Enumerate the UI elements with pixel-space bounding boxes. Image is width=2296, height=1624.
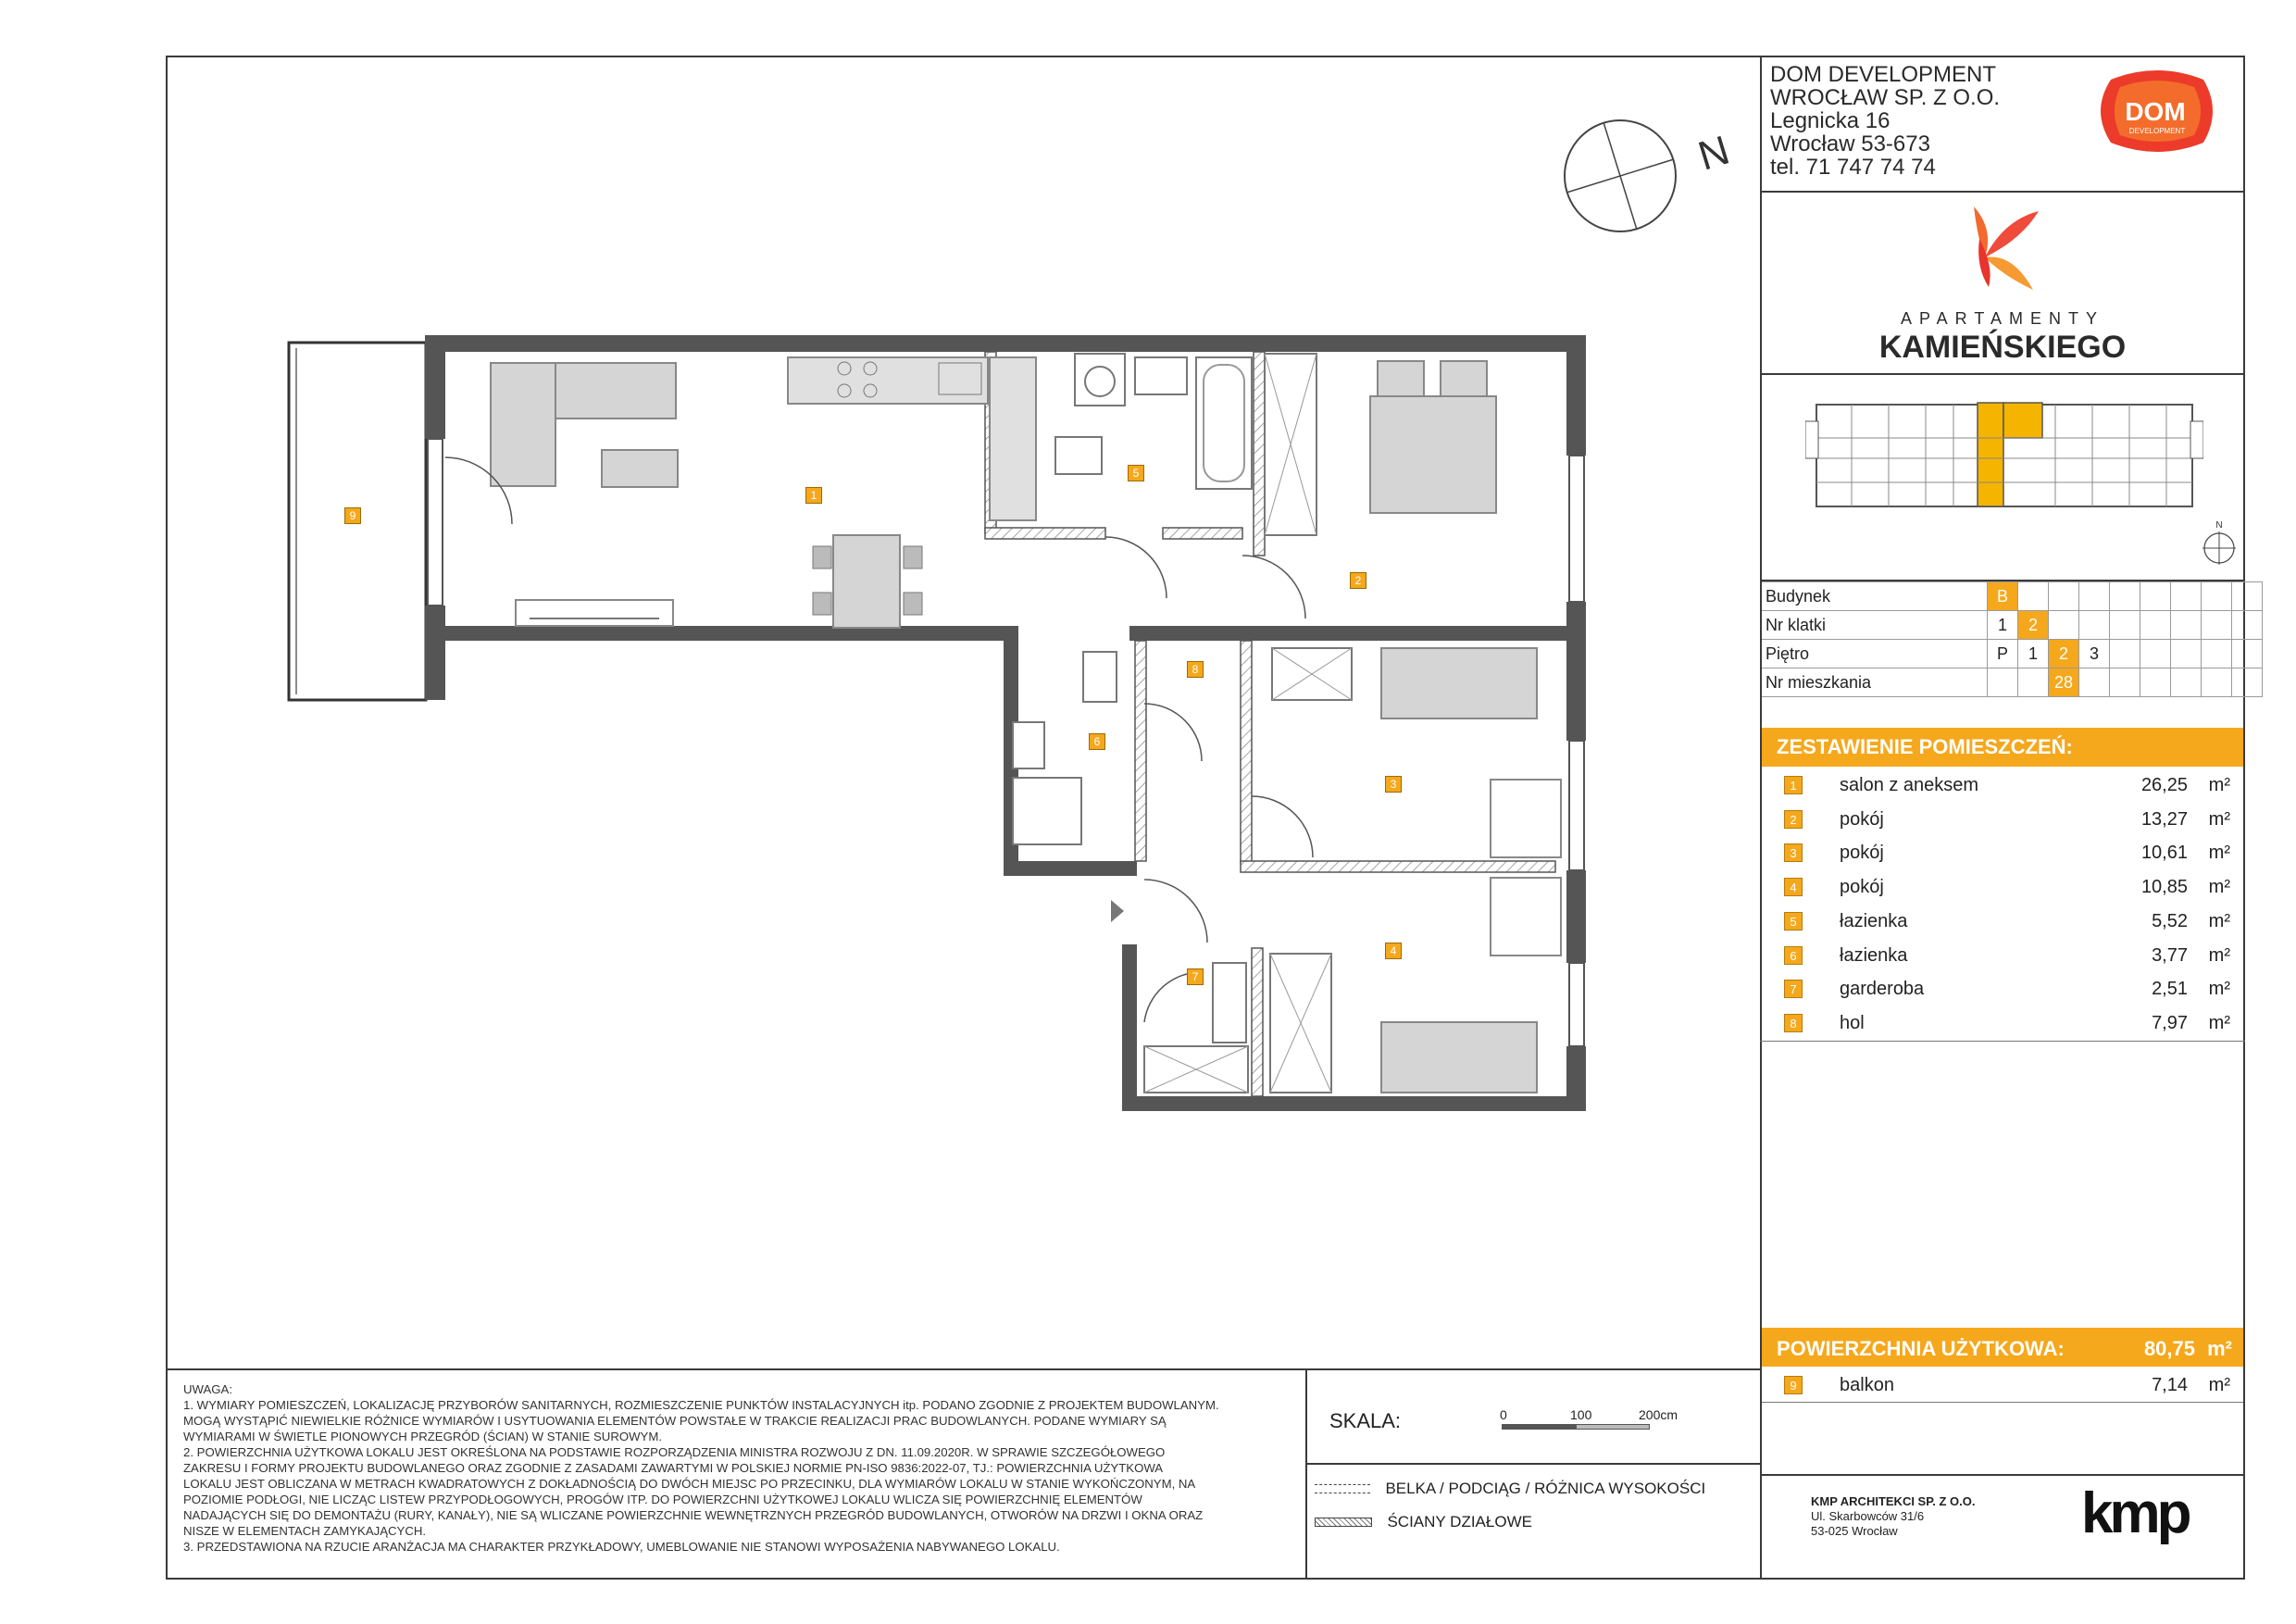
info-cell [2171,611,2202,640]
info-cell [2232,611,2263,640]
note-line: WYMIARAMI W ŚWIETLE PIONOWYCH PRZEGRÓD (ŚCIAN) W STANIE SUROWYM. [183,1430,663,1443]
balcony-name: balkon [1840,1375,1894,1395]
scale-tick-200: 200cm [1639,1407,1678,1422]
info-cell [2171,582,2202,611]
project-logo-icon [1966,202,2040,294]
key-plan [1805,394,2203,523]
info-cell [2140,668,2171,697]
info-cell [2140,640,2171,668]
note-line: 3. PRZEDSTAWIONA NA RZUCIE ARANŻACJA MA CHARAKTER PRZYKŁADOWY, UMEBLOWANIE NIE STANOWI WYPOSAŻENIA NABYWANEGO LOKALU. [183,1540,1060,1554]
info-cell [2079,611,2110,640]
room-number: 1 [1784,776,1803,794]
info-cell [2202,640,2232,668]
info-row-label: Budynek [1762,582,1988,611]
room-tag-4: 4 [1385,943,1402,959]
legend-beam-swatch [1315,1484,1370,1493]
project-title: KAMIEŃSKIEGO [1878,330,2127,365]
svg-text:N: N [1692,127,1735,180]
company-line-3: Legnicka 16 [1770,108,1890,133]
note-line: ZAKRESU I FORMY PROJEKTU BUDOWLANEGO ORAZ ZGODNIE Z ZASADAMI ZAWARTYMI W POLSKIEJ NORMIE PN-ISO 9836:2022-07, TJ.: POWIERZCHNIA UŻYTKOWA [183,1461,1164,1475]
room-row [1762,870,2243,904]
room-area: 3,77 [2152,944,2188,966]
info-cell: 28 [2049,668,2079,697]
room-unit: m² [2208,843,2230,864]
room-unit: m² [2208,775,2230,795]
room-number: 5 [1784,912,1803,931]
svg-text:DOM: DOM [2125,97,2186,126]
room-row [1762,836,2243,869]
room-name: łazienka [1840,944,1908,966]
rooms-header: ZESTAWIENIE POMIESZCZEŃ: [1762,728,2243,767]
room-area: 10,85 [2140,877,2188,898]
info-cell [2232,668,2263,697]
project-subtitle: APARTAMENTY [1900,309,2105,328]
note-line: 1. WYMIARY POMIESZCZEŃ, LOKALIZACJĘ PRZYBORÓW SANITARNYCH, ROZMIESZCZENIE PUNKTÓW INSTALACYJNYCH itp. PODANO ZGODNIE Z PROJEKTEM BUDOWLANYM. [183,1398,1219,1412]
room-unit: m² [2208,808,2230,830]
north-compass [1555,111,1741,241]
info-cell [2110,668,2140,697]
room-row [1762,1006,2243,1040]
room-number: 4 [1784,878,1803,896]
kmp-logo: kmp [2081,1481,2189,1545]
info-cell [2140,582,2171,611]
total-area-label: POWIERZCHNIA UŻYTKOWA: [1777,1337,2065,1360]
total-area-bar [1762,1328,2243,1367]
info-cell [2202,611,2232,640]
room-tag-8: 8 [1187,661,1204,678]
room-row [1762,803,2243,836]
room-unit: m² [2208,1012,2230,1033]
room-name: pokój [1840,843,1884,864]
info-cell [2232,582,2263,611]
room-name: pokój [1840,808,1884,830]
room-unit: m² [2208,979,2230,1000]
info-cell: 3 [2079,640,2110,668]
note-line: MOGĄ WYSTĄPIĆ NIEWIELKIE RÓŻNICE WYMIARÓW I USYTUOWANIA ELEMENTÓW POWSTAŁE W TRAKCIE REALIZACJI PRAC BUDOWLANYCH. PODANE WYMIARY SĄ [183,1414,1167,1428]
divider-bottom [1760,1474,2245,1476]
svg-text:N: N [2215,520,2223,531]
info-cell [2110,582,2140,611]
info-cell: 1 [2018,640,2049,668]
scale-tick-100: 100 [1570,1407,1592,1422]
info-cell [2049,611,2079,640]
info-row-label: Nr mieszkania [1762,668,1988,697]
info-cell: 2 [2049,640,2079,668]
architect-address-2: 53-025 Wrocław [1811,1524,1898,1538]
balcony-number: 9 [1784,1376,1803,1394]
room-area: 2,51 [2152,979,2188,1000]
room-name: salon z aneksem [1840,775,1979,795]
info-cell [2018,668,2049,697]
room-tag-7: 7 [1187,968,1204,985]
legend-walls-text: ŚCIANY DZIAŁOWE [1387,1513,1532,1530]
info-cell [2079,582,2110,611]
info-cell [2232,640,2263,668]
company-line-1: DOM DEVELOPMENT [1770,62,1997,87]
room-number: 8 [1784,1014,1803,1032]
room-row [1762,768,2243,802]
room-name: pokój [1840,877,1884,898]
room-tag-9: 9 [344,507,361,524]
room-number: 6 [1784,946,1803,965]
info-row-label: Nr klatki [1762,611,1988,640]
company-line-5: tel. 71 747 74 74 [1770,155,1936,180]
info-cell [2110,611,2140,640]
architect-name: KMP ARCHITEKCI SP. Z O.O. [1811,1494,1976,1508]
divider-company [1760,191,2245,193]
legend-beam-text: BELKA / PODCIĄG / RÓŻNICA WYSOKOŚCI [1385,1480,1706,1497]
apartment-info-table [1762,581,2263,697]
key-plan-north-compass [2201,518,2238,567]
company-line-4: Wrocław 53-673 [1770,131,1930,156]
scale-label: SKALA: [1329,1409,1402,1432]
room-number: 3 [1784,843,1803,862]
divider-notes [166,1368,1760,1370]
room-unit: m² [2208,910,2230,931]
info-cell [2171,668,2202,697]
divider-project [1760,373,2245,375]
room-row [1762,972,2243,1006]
note-line: 2. POWIERZCHNIA UŻYTKOWA LOKALU JEST OKREŚLONA NA PODSTAWIE ROZPORZĄDZENIA MINISTRA ROZWOJU Z DN. 11.09.2020R. W SPRAWIE SZCZEGÓŁOWEGO [183,1445,1166,1459]
notes-block [183,1381,1304,1555]
balcony-row [1762,1368,2243,1403]
room-row [1762,905,2243,938]
info-row [1762,611,2263,640]
svg-text:DEVELOPMENT: DEVELOPMENT [2128,127,2186,135]
rooms-list-end [1760,1041,2245,1042]
room-name: garderoba [1840,979,1925,1000]
info-cell [2140,611,2171,640]
info-row [1762,640,2263,668]
note-line: NISZE W ELEMENTACH ZAMYKAJĄCYCH. [183,1524,427,1538]
balcony-unit: m² [2208,1375,2230,1395]
room-row [1762,939,2243,972]
info-cell [2171,640,2202,668]
room-name: łazienka [1840,910,1908,931]
note-line: POZIOMIE PODŁOGI, NIE LICZĄC LISTEW PRZYPODŁOGOWYCH, PROGÓW ITP. DO POWIERZCHNI UŻYTKOWEJ LOKALU WLICZA SIĘ POWIERZCHNIĘ ELEMENTÓW [183,1493,1142,1506]
info-row [1762,582,2263,611]
company-line-2: WROCŁAW SP. Z O.O. [1770,85,2001,110]
company-address [1770,63,2000,179]
room-area: 13,27 [2140,808,2188,830]
total-area-unit: m² [2207,1337,2232,1360]
info-cell [2049,582,2079,611]
dom-development-logo [2092,67,2218,156]
room-name: hol [1840,1012,1865,1033]
legend-walls-swatch [1315,1518,1372,1527]
info-cell: B [1988,582,2018,611]
room-unit: m² [2208,877,2230,898]
room-tag-6: 6 [1089,733,1105,750]
info-cell: 2 [2018,611,2049,640]
scale-bar [1500,1407,1678,1431]
room-tag-5: 5 [1128,465,1144,481]
room-number: 2 [1784,810,1803,829]
info-row [1762,668,2263,697]
note-line: LOKALU JEST OBLICZANA W METRACH KWADRATOWYCH Z DOKŁADNOŚCIĄ DO DWÓCH MIEJSC PO PRZECINKU, DLA WYMIARÓW LOKALU W STANIE WYKOŃCZONYM, NA [183,1477,1196,1491]
room-unit: m² [2208,944,2230,966]
room-area: 5,52 [2152,910,2188,931]
room-tag-3: 3 [1385,776,1402,793]
room-tag-2: 2 [1350,572,1366,589]
architect-info [1811,1494,1975,1539]
room-area: 7,97 [2152,1012,2188,1033]
info-cell [2079,668,2110,697]
divider-notes-scale [1305,1368,1307,1580]
note-line: NADAJĄCYCH SIĘ DO DEMONTAŻU (RURY, KANAŁY), NIE SĄ WLICZANE POWIERZCHNIE WEWNĘTRZNYCH PRZEGRÓD BUDOWLANYCH, OTWORÓW NA DRZWI I OKNA ORAZ [183,1508,1204,1522]
floor-plan [278,329,1602,1120]
info-cell [2018,582,2049,611]
legend-walls [1315,1513,1532,1531]
info-row-label: Piętro [1762,640,1988,668]
room-number: 7 [1784,980,1803,998]
info-cell [2110,640,2140,668]
note-line: UWAGA: [183,1382,232,1396]
scale-tick-0: 0 [1500,1407,1507,1422]
room-area: 10,61 [2140,843,2188,864]
room-area: 26,25 [2140,775,2188,795]
info-cell: 1 [1988,611,2018,640]
info-cell [2202,582,2232,611]
total-area-value: 80,75 [2143,1337,2195,1360]
room-tag-1: 1 [805,487,822,504]
architect-address-1: Ul. Skarbowców 31/6 [1811,1509,1925,1523]
legend-beam [1315,1480,1705,1498]
info-cell [1988,668,2018,697]
info-cell: P [1988,640,2018,668]
info-cell [2202,668,2232,697]
balcony-area: 7,14 [2152,1375,2188,1395]
divider-scale-legend [1305,1463,1760,1465]
